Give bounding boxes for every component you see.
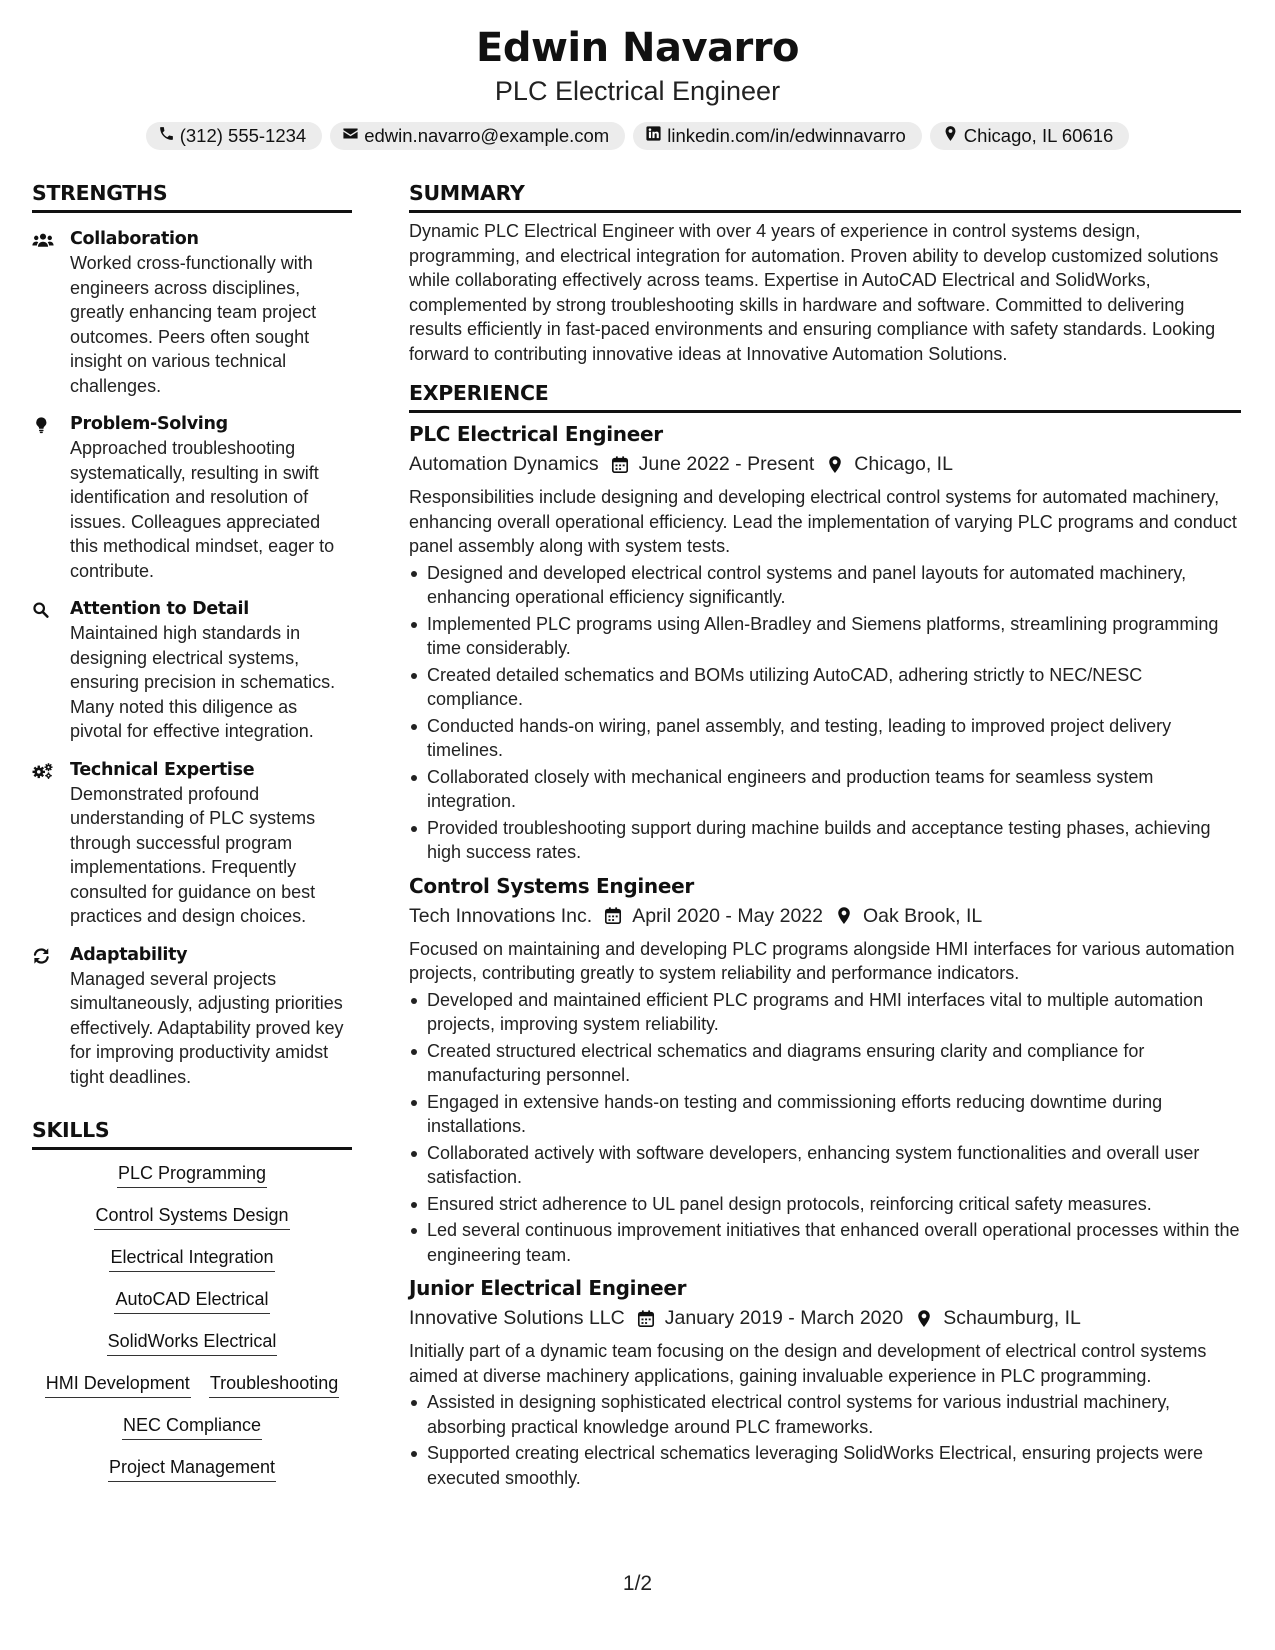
job-bullet: Developed and maintained efficient PLC programs and HMI interfaces vital to multiple automation projects, improving system reliability. <box>409 988 1241 1037</box>
job-bullet: Created detailed schematics and BOMs utilizing AutoCAD, adhering strictly to NEC/NESC compliance. <box>409 663 1241 712</box>
job-bullet: Provided troubleshooting support during machine builds and acceptance testing phases, achieving high success rates. <box>409 816 1241 865</box>
strength-desc: Maintained high standards in designing electrical systems, ensuring precision in schematics. Many noted this diligence as pivotal for effective integration. <box>70 623 336 741</box>
resume-header <box>0 22 1275 150</box>
strength-item <box>32 412 352 583</box>
contact-email[interactable] <box>330 122 625 150</box>
skill-tag: PLC Programming <box>117 1160 267 1188</box>
job-title: Control Systems Engineer <box>409 873 694 898</box>
job-entry <box>409 871 1241 1268</box>
calendar-icon <box>637 1309 655 1328</box>
job-dates: January 2019 - March 2020 <box>664 1307 904 1329</box>
candidate-role: PLC Electrical Engineer <box>494 76 781 106</box>
job-bullets <box>409 1390 1241 1490</box>
job-bullet: Engaged in extensive hands-on testing and commissioning efforts reducing downtime during installations. <box>409 1090 1241 1139</box>
job-bullet: Conducted hands-on wiring, panel assembly, and testing, leading to improved project delivery timelines. <box>409 714 1241 763</box>
strength-title: Attention to Detail <box>70 599 249 619</box>
strength-title: Adaptability <box>70 944 188 965</box>
job-company: Innovative Solutions LLC <box>409 1307 625 1329</box>
job-entry <box>409 1273 1241 1490</box>
job-bullet: Assisted in designing sophisticated electrical control systems for various industrial machinery, absorbing practical knowledge around PLC frameworks. <box>409 1390 1241 1439</box>
job-title: Junior Electrical Engineer <box>409 1276 687 1300</box>
candidate-name: Edwin Navarro <box>476 25 799 71</box>
job-bullet: Ensured strict adherence to UL panel design protocols, reinforcing critical safety measures. <box>409 1192 1241 1217</box>
skills-heading: SKILLS <box>32 1115 352 1150</box>
lightbulb-icon <box>32 412 70 583</box>
job-description: Responsibilities include designing and developing electrical control systems for automated machinery, enhancing overall operational efficiency. Lead the implementation of varying PLC programs and conduct panel assembly along with system tests. <box>409 487 1237 556</box>
skill-tag: SolidWorks Electrical <box>107 1328 278 1356</box>
contact-phone-text: (312) 555-1234 <box>179 125 307 146</box>
job-title: PLC Electrical Engineer <box>409 422 663 446</box>
strength-item <box>32 943 352 1090</box>
experience-heading: EXPERIENCE <box>409 378 1241 413</box>
page-number: 1/2 <box>622 1572 653 1595</box>
strength-item <box>32 758 352 929</box>
job-bullet: Designed and developed electrical control systems and panel layouts for automated machinery, enhancing operational efficiency significantly. <box>409 561 1241 610</box>
job-meta <box>409 1303 1241 1333</box>
job-company: Automation Dynamics <box>409 453 599 475</box>
strength-title: Problem-Solving <box>70 414 228 434</box>
job-dates: June 2022 - Present <box>638 453 815 475</box>
left-column <box>32 178 352 1482</box>
job-description: Focused on maintaining and developing PLC programs alongside HMI interfaces for various automation projects, contributing greatly to system reliability and performance indicators. <box>409 938 1235 983</box>
envelope-icon <box>342 125 359 147</box>
map-pin-icon <box>835 906 853 925</box>
contact-phone[interactable] <box>146 122 323 150</box>
linkedin-icon <box>645 125 662 147</box>
strength-desc: Worked cross-functionally with engineers across disciplines, greatly enhancing team project outcomes. Peers often sought insight on various technical challenges. <box>70 253 317 396</box>
job-bullet: Collaborated closely with mechanical engineers and production teams for seamless system integration. <box>409 765 1241 814</box>
magnifier-icon <box>32 597 70 744</box>
summary-heading: SUMMARY <box>409 178 1241 213</box>
contact-location-text: Chicago, IL 60616 <box>963 125 1114 146</box>
skills-list <box>32 1160 352 1482</box>
calendar-icon <box>604 906 622 925</box>
job-bullet: Led several continuous improvement initiatives that enhanced overall operational processes within the engineering team. <box>409 1218 1241 1267</box>
skill-tag: Troubleshooting <box>209 1370 339 1398</box>
strength-title: Technical Expertise <box>70 759 255 780</box>
job-meta <box>409 449 1241 479</box>
job-bullet: Collaborated actively with software developers, enhancing system functionalities and overall user satisfaction. <box>409 1141 1241 1190</box>
job-location: Oak Brook, IL <box>862 904 983 927</box>
job-description: Initially part of a dynamic team focusing on the design and development of electrical control systems aimed at diverse machinery applications, gaining invaluable experience in PLC programming. <box>409 1341 1207 1386</box>
phone-icon <box>158 125 175 147</box>
calendar-icon <box>611 455 629 474</box>
contact-bar <box>0 122 1275 150</box>
users-icon <box>32 227 70 398</box>
job-location: Chicago, IL <box>854 453 953 475</box>
skill-tag: Electrical Integration <box>109 1244 274 1272</box>
sync-icon <box>32 943 70 1090</box>
strength-desc: Demonstrated profound understanding of PLC systems through successful program implementations. Frequently consulted for guidance on best practices and design choices. <box>70 783 316 926</box>
strength-item <box>32 227 352 398</box>
strength-title: Collaboration <box>70 229 199 249</box>
skill-tag: Project Management <box>108 1454 276 1482</box>
job-bullet: Supported creating electrical schematics leveraging SolidWorks Electrical, ensuring projects were executed smoothly. <box>409 1441 1241 1490</box>
map-pin-icon <box>942 125 959 147</box>
strength-desc: Managed several projects simultaneously, adjusting priorities effectively. Adaptability proved key for improving productivity amidst tight deadlines. <box>70 968 344 1087</box>
contact-email-text: edwin.navarro@example.com <box>364 125 610 146</box>
right-column <box>409 178 1241 1490</box>
skill-tag: HMI Development <box>45 1370 191 1398</box>
skill-tag: AutoCAD Electrical <box>114 1286 269 1314</box>
job-bullet: Implemented PLC programs using Allen-Bradley and Siemens platforms, streamlining programming time considerably. <box>409 612 1241 661</box>
strength-item <box>32 597 352 744</box>
summary-text: Dynamic PLC Electrical Engineer with over 4 years of experience in control systems design, programming, and electrical integration for automation. Proven ability to develop customized solutions while collaborating effectively across teams. Expertise in AutoCAD Electrical and SolidWorks, complemented by strong troubleshooting skills in hardware and software. Committed to delivering results efficiently in fast-paced environments and ensuring compliance with safety standards. Looking forward to contributing innovative ideas at Innovative Automation Solutions. <box>409 221 1219 364</box>
job-entry <box>409 419 1241 865</box>
gears-icon <box>32 758 70 929</box>
skill-tag: Control Systems Design <box>94 1202 289 1230</box>
job-bullets <box>409 988 1241 1268</box>
skill-tag: NEC Compliance <box>122 1412 262 1440</box>
job-bullets <box>409 561 1241 865</box>
map-pin-icon <box>915 1309 933 1328</box>
contact-location <box>930 122 1129 150</box>
job-bullet: Created structured electrical schematics and diagrams ensuring clarity and compliance for manufacturing personnel. <box>409 1039 1241 1088</box>
contact-linkedin-text: linkedin.com/in/edwinnavarro <box>667 125 906 146</box>
job-company: Tech Innovations Inc. <box>409 904 593 927</box>
job-meta <box>409 901 1241 931</box>
contact-linkedin[interactable] <box>633 122 922 150</box>
map-pin-icon <box>826 455 844 474</box>
strengths-heading: STRENGTHS <box>32 178 352 213</box>
job-location: Schaumburg, IL <box>943 1307 1081 1329</box>
job-dates: April 2020 - May 2022 <box>632 904 823 927</box>
strength-desc: Approached troubleshooting systematically, resulting in swift identification and resolution of issues. Colleagues appreciated this methodical mindset, eager to contribute. <box>70 438 335 581</box>
